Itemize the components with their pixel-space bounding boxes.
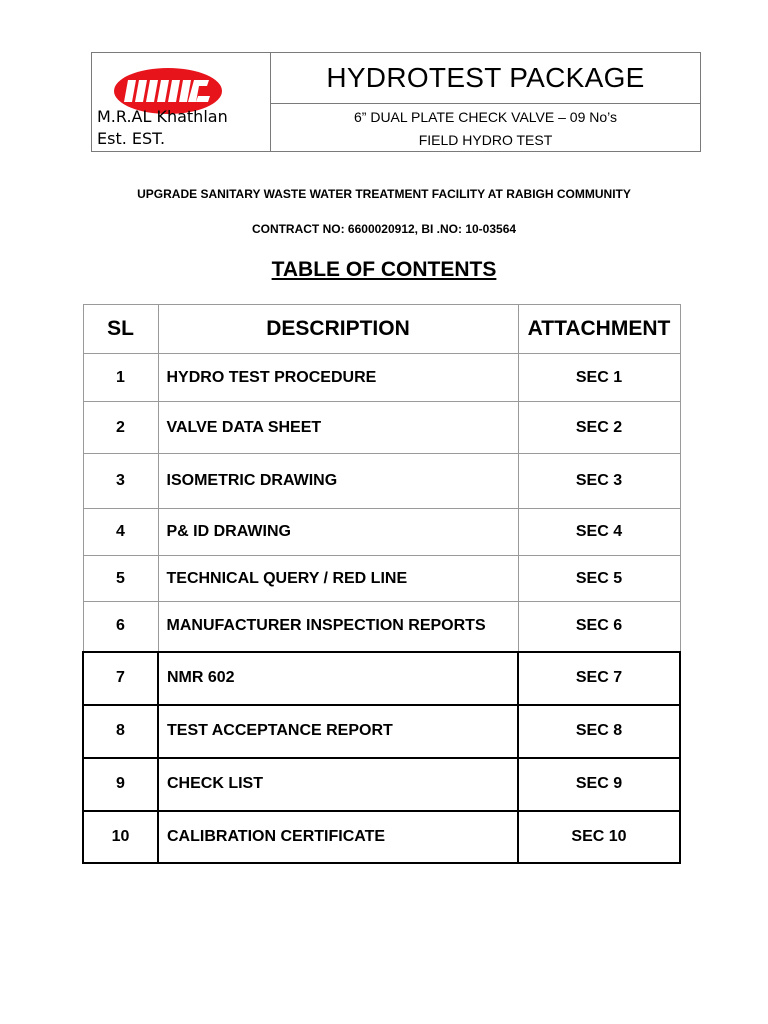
row-sl: 8 xyxy=(83,705,158,758)
row-attachment: SEC 8 xyxy=(518,705,680,758)
row-attachment: SEC 10 xyxy=(518,811,680,863)
row-description: ISOMETRIC DRAWING xyxy=(158,454,518,509)
column-header-attachment: ATTACHMENT xyxy=(518,305,680,354)
document-title: HYDROTEST PACKAGE xyxy=(271,53,700,104)
row-description: CALIBRATION CERTIFICATE xyxy=(158,811,518,863)
row-attachment: SEC 5 xyxy=(518,556,680,602)
table-row xyxy=(83,354,680,402)
table-row xyxy=(83,811,680,863)
row-description: MANUFACTURER INSPECTION REPORTS xyxy=(158,602,518,652)
column-header-description: DESCRIPTION xyxy=(158,305,518,354)
row-sl: 2 xyxy=(83,402,158,454)
toc-table xyxy=(82,304,681,864)
row-attachment: SEC 7 xyxy=(518,652,680,705)
row-description: NMR 602 xyxy=(158,652,518,705)
document-subtitle-1: 6” DUAL PLATE CHECK VALVE – 09 No’s xyxy=(354,109,617,125)
row-attachment: SEC 3 xyxy=(518,454,680,509)
table-row xyxy=(83,402,680,454)
contract-number: CONTRACT NO: 6600020912, BI .NO: 10-03564 xyxy=(251,222,517,236)
row-sl: 3 xyxy=(83,454,158,509)
company-name: M.R.AL Khathlan xyxy=(97,107,228,126)
row-attachment: SEC 1 xyxy=(518,354,680,402)
header-box xyxy=(91,52,701,152)
row-attachment: SEC 2 xyxy=(518,402,680,454)
toc-header-row xyxy=(83,305,680,354)
toc-heading: TABLE OF CONTENTS xyxy=(271,258,497,281)
column-header-sl: SL xyxy=(83,305,158,354)
row-sl: 6 xyxy=(83,602,158,652)
row-sl: 4 xyxy=(83,509,158,556)
row-description: CHECK LIST xyxy=(158,758,518,811)
row-sl: 5 xyxy=(83,556,158,602)
logo-cell xyxy=(92,53,271,151)
project-title: UPGRADE SANITARY WASTE WATER TREATMENT FACILITY AT RABIGH COMMUNITY xyxy=(137,187,631,201)
table-row xyxy=(83,454,680,509)
table-row xyxy=(83,556,680,602)
row-sl: 1 xyxy=(83,354,158,402)
table-row xyxy=(83,509,680,556)
table-row xyxy=(83,758,680,811)
row-sl: 10 xyxy=(83,811,158,863)
table-row xyxy=(83,652,680,705)
row-description: VALVE DATA SHEET xyxy=(158,402,518,454)
row-description: TECHNICAL QUERY / RED LINE xyxy=(158,556,518,602)
row-description: HYDRO TEST PROCEDURE xyxy=(158,354,518,402)
row-attachment: SEC 4 xyxy=(518,509,680,556)
table-row xyxy=(83,705,680,758)
row-sl: 9 xyxy=(83,758,158,811)
row-description: P& ID DRAWING xyxy=(158,509,518,556)
document-subtitle-2: FIELD HYDRO TEST xyxy=(418,132,553,148)
company-est: Est. EST. xyxy=(97,129,166,148)
row-attachment: SEC 9 xyxy=(518,758,680,811)
row-attachment: SEC 6 xyxy=(518,602,680,652)
table-row xyxy=(83,602,680,652)
row-sl: 7 xyxy=(83,652,158,705)
row-description: TEST ACCEPTANCE REPORT xyxy=(158,705,518,758)
